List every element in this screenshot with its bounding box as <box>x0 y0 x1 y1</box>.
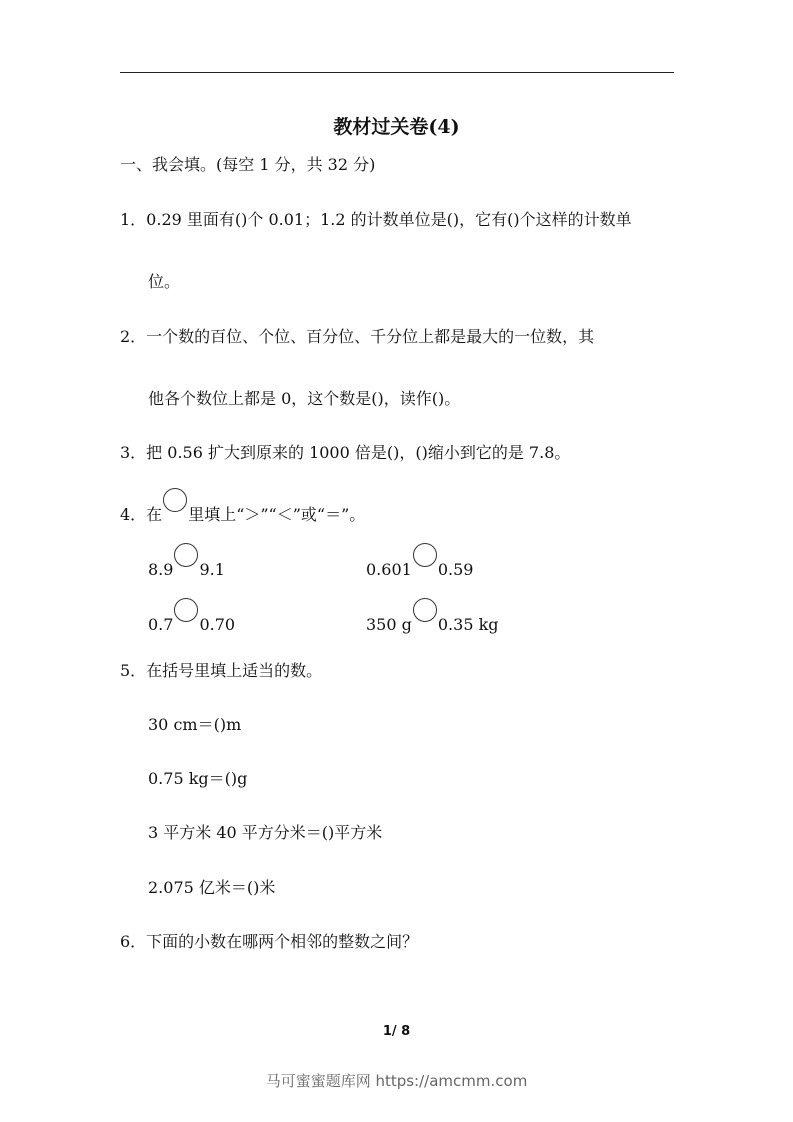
conversion-item-2: 0.75 kg＝()g <box>148 769 248 788</box>
answer-circle[interactable] <box>163 488 187 512</box>
conversion-item-4: 2.075 亿米＝()米 <box>148 878 276 897</box>
compare-right: 0.70 <box>199 615 236 634</box>
question-1-line-1: 1．0.29 里面有()个 0.01；1.2 的计数单位是()，它有()个这样的计数单 <box>120 210 632 229</box>
question-1-line-2: 位。 <box>148 272 181 291</box>
answer-circle[interactable] <box>413 598 437 622</box>
question-4 <box>120 498 365 525</box>
compare-left: 0.7 <box>148 615 174 634</box>
page-title: 教材过关卷(4) <box>333 116 460 138</box>
header-rule <box>120 72 674 73</box>
question-3: 3．把 0.56 扩大到原来的 1000 倍是()，()缩小到它的是 7.8。 <box>120 443 571 462</box>
question-2-line-2: 他各个数位上都是 0，这个数是()，读作()。 <box>148 389 461 408</box>
compare-item-1 <box>148 553 225 580</box>
question-2-line-1: 2．一个数的百位、个位、百分位、千分位上都是最大的一位数，其 <box>120 327 595 346</box>
footer-watermark: 马可蜜蜜题库网 https://amcmm.com <box>265 1072 528 1090</box>
answer-circle[interactable] <box>413 543 437 567</box>
answer-circle[interactable] <box>174 598 198 622</box>
compare-item-3 <box>148 608 235 635</box>
compare-item-2 <box>366 553 473 580</box>
conversion-item-1: 30 cm＝()m <box>148 715 242 734</box>
conversion-item-3: 3 平方米 40 平方分米＝()平方米 <box>148 823 383 842</box>
compare-right: 0.59 <box>437 560 474 579</box>
compare-left: 350 g <box>366 615 412 634</box>
question-4-suffix: 里填上“＞”“＜”或“＝”。 <box>188 505 366 524</box>
question-4-prefix: 4．在 <box>120 505 163 524</box>
page-number: 1/ 8 <box>382 1024 411 1039</box>
section-heading: 一、我会填。(每空 1 分，共 32 分) <box>120 155 376 174</box>
compare-right: 0.35 kg <box>437 615 499 634</box>
compare-right: 9.1 <box>199 560 225 579</box>
compare-left: 8.9 <box>148 560 174 579</box>
question-5: 5．在括号里填上适当的数。 <box>120 661 323 680</box>
question-6: 6．下面的小数在哪两个相邻的整数之间？ <box>120 932 419 951</box>
answer-circle[interactable] <box>174 543 198 567</box>
compare-item-4 <box>366 608 499 635</box>
compare-left: 0.601 <box>366 560 412 579</box>
